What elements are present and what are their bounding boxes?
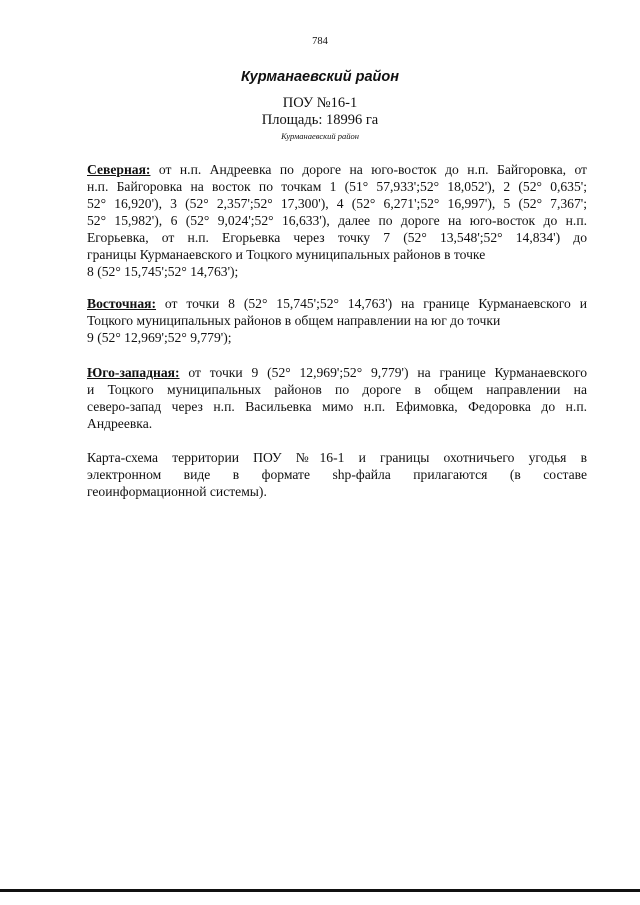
north-line-4: 52° 15,982'), 6 (52° 9,024';52° 16,633'), далее по дороге на юго-восток до н.п. [87,213,587,228]
district-title: Курманаевский район [240,69,400,85]
east-boundary-paragraph [87,295,587,346]
map-note-paragraph [87,449,587,500]
southwest-line-1-text: от точки 9 (52° 12,969';52° 9,779') на границе Курманаевского [179,365,587,380]
southwest-boundary-label: Юго-западная: [87,365,180,380]
southwest-boundary-paragraph [87,364,587,432]
north-line-1 [87,161,587,178]
north-line-7: 8 (52° 15,745';52° 14,763'); [87,264,239,279]
map-note-line-2: электронном виде в формате shp-файла прилагаются (в составе [87,467,587,482]
north-line-1-text: от н.п. Андреевка по дороге на юго-восток до н.п. Байгоровка, от [150,162,587,177]
east-boundary-label: Восточная: [87,296,157,311]
southwest-line-2: и Тоцкого муниципальных районов по дороге в общем направлении на [87,382,587,397]
north-line-3: 52° 16,920'), 3 (52° 2,357';52° 17,300'), 4 (52° 6,271';52° 16,997'), 5 (52° 7,367'; [87,196,587,211]
east-line-3: 9 (52° 12,969';52° 9,779'); [87,330,232,345]
north-boundary-label: Северная: [87,162,151,177]
map-note-line-1: Карта-схема территории ПОУ №16-1 и границы охотничьего угодья в [87,450,587,465]
east-line-2: Тоцкого муниципальных районов в общем направлении на юг до точки [87,313,501,328]
southwest-line-4: Андреевка. [87,416,153,431]
southwest-line-1 [87,364,587,381]
north-line-5: Егорьевка, от н.п. Егорьевка через точку 7 (52° 13,548';52° 14,834') до [87,230,587,245]
east-line-1 [87,295,587,312]
north-line-2: н.п. Байгоровка на восток по точкам 1 (51° 57,933';52° 18,052'), 2 (52° 0,635'; [87,179,587,194]
page-number: 784 [312,36,328,47]
bottom-scan-border [0,889,640,892]
pou-number: ПОУ №16-1 [282,95,358,111]
north-boundary-paragraph [87,161,587,280]
southwest-line-3: северо-запад через н.п. Васильевка мимо н.п. Ефимовка, Федоровка до н.п. [87,399,587,414]
area-line: Площадь: 18996 га [261,112,379,128]
map-note-line-3: геоинформационной системы). [87,484,267,499]
east-line-1-text: от точки 8 (52° 15,745';52° 14,763') на границе Курманаевского и [156,296,587,311]
north-line-6: границы Курманаевского и Тоцкого муниципальных районов в точке [87,247,486,262]
district-subtitle: Курманаевский район [281,131,359,141]
